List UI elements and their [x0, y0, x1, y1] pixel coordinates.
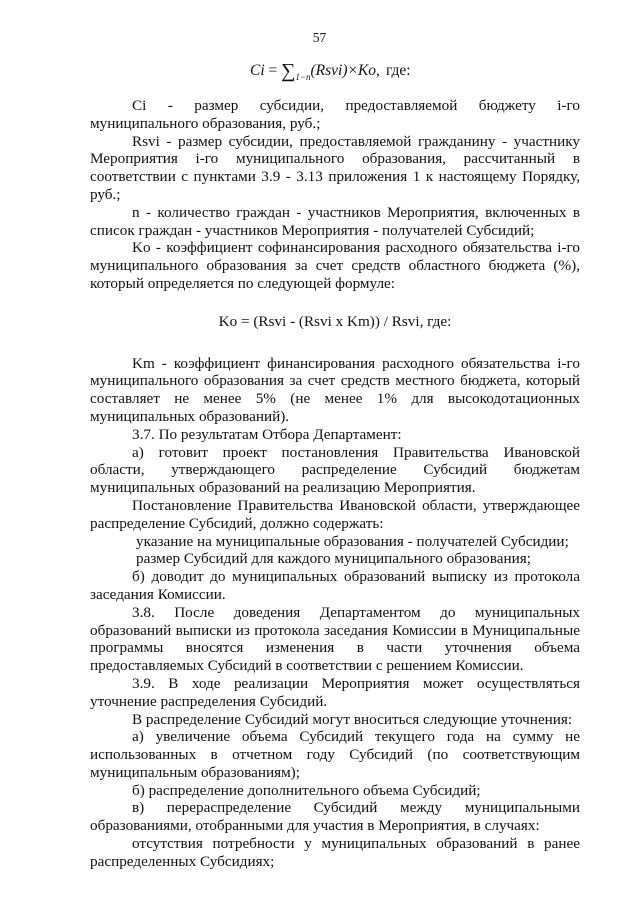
ko-formula: Ko = (Rsvi - (Rsvi x Km)) / Rsvi, где: [218, 312, 452, 330]
clause-3-7: 3.7. По результатам Отбора Департамент: [132, 425, 402, 443]
clarification-a: а) увеличение объема Субсидий текущего года на сумму не использованных в отчетном году Субсидий (по соответствующим муниципальным образованиям); [90, 728, 580, 781]
definition-ko: Ko - коэффициент софинансирования расходного обязательства i-го муниципального образования за счет средств областного бюджета (%), который определяется по следующей формуле: [90, 239, 580, 292]
page-number: 57 [312, 30, 327, 45]
definition-n: n - количество граждан - участников Мероприятия, включенных в список граждан - участников Мероприятия - получателей Субсидий; [90, 203, 580, 239]
clause-3-9: 3.9. В ходе реализации Мероприятия может осуществляться уточнение распределения Субсидий. [90, 674, 580, 710]
formula-rhs: (Rsvi)×Ko, [310, 62, 380, 79]
resolution-item-recipients: указание на муниципальные образования - получателей Субсидии; [136, 532, 569, 550]
resolution-item-amounts: размер Субсидий для каждого муниципального образования; [136, 550, 531, 568]
formula-lhs: Ci [250, 62, 265, 79]
formula-sigma: ∑ [281, 60, 296, 82]
definition-km: Km - коэффициент финансирования расходного обязательства i-го муниципального образования за счет средств местного бюджета, который составляет не менее 5% (не менее 1% для высокодотационных муниципальных образований). [90, 354, 580, 425]
formula-where: где: [385, 62, 411, 79]
clause-3-8: 3.8. После доведения Департаментом до муниципальных образований выписки из протокола заседания Комиссии в Муниципальные программы вносятся изменения в части уточнения объема предоставляемых Субсидий в соответствии с решением Комиссии. [90, 603, 580, 675]
clarification-c: в) перераспределение Субсидий между муниципальными образованиями, отобранными для участия в Мероприятия, в случаях: [90, 799, 580, 835]
definition-rsvi: Rsvi - размер субсидии, предоставляемой гражданину - участнику Мероприятия i-го муниципального образования, рассчитанный в соответствии с пунктами 3.9 - 3.13 приложения 1 к настоящему Порядку, руб.; [90, 132, 580, 203]
clarifications-intro: В распределение Субсидий могут вноситься следующие уточнения: [132, 710, 573, 728]
body-text [90, 97, 580, 871]
formula-sum-range: 1−n [295, 72, 311, 82]
subsidy-formula [250, 58, 411, 81]
formula-eq: = [264, 62, 282, 79]
clarification-b: б) распределение дополнительного объема Субсидий; [132, 781, 481, 799]
definition-ci: Ci - размер субсидии, предоставляемой бюджету i-го муниципального образования, руб.; [90, 97, 580, 132]
resolution-contents: Постановление Правительства Ивановской области, утверждающее распределение Субсидий, должно содержать: [90, 496, 580, 532]
clause-3-7-b: б) доводит до муниципальных образований выписку из протокола заседания Комиссии. [90, 568, 580, 603]
clause-3-7-a: а) готовит проект постановления Правительства Ивановской области, утверждающего распределение Субсидий бюджетам муниципальных образований на реализацию Мероприятия. [90, 443, 580, 497]
case-no-need: отсутствия потребности у муниципальных образований в ранее распределенных Субсидиях; [90, 835, 580, 870]
